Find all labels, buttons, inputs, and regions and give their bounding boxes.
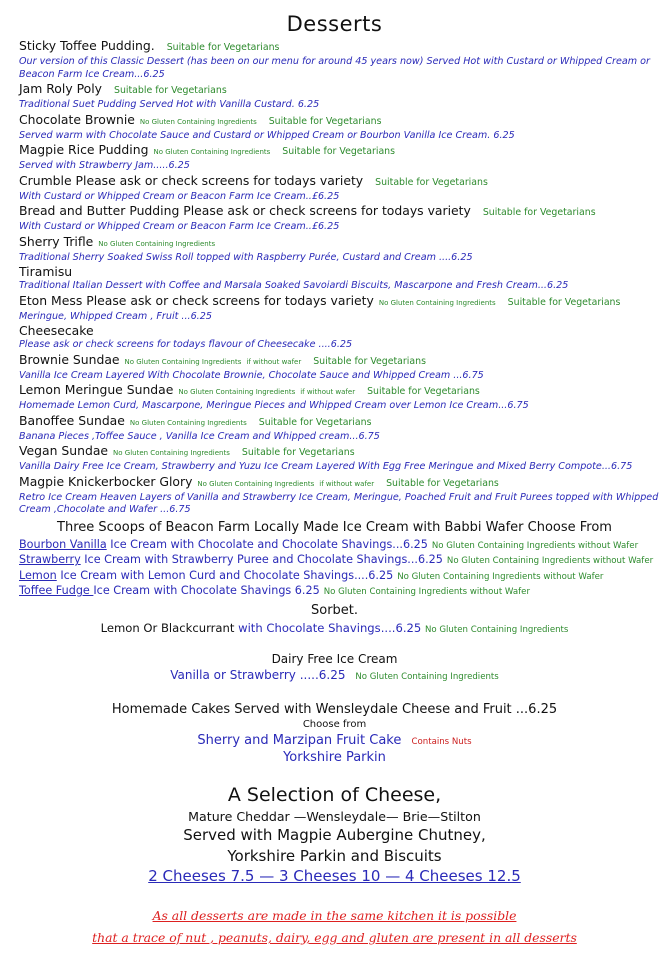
dessert-item bbox=[19, 203, 659, 234]
dairy-free-flavours: Vanilla or Strawberry .....6.25 bbox=[170, 668, 346, 682]
dessert-description: With Custard or Whipped Cream or Beacon Farm Ice Cream..£6.25 bbox=[19, 190, 340, 202]
dessert-description: Vanilla Dairy Free Ice Cream, Strawberry and Yuzu Ice Cream Layered With Egg Free Meringue and Mixed Berry Compote...6.75 bbox=[19, 461, 633, 472]
dessert-item bbox=[19, 81, 659, 112]
dessert-name-line bbox=[19, 264, 659, 280]
allergen-text-2: that a trace of nut , peanuts, dairy, egg and gluten are present in all desserts bbox=[92, 930, 577, 945]
dessert-description: Meringue, Whipped Cream , Fruit ...6.25 bbox=[19, 310, 212, 322]
vegetarian-tag: Suitable for Vegetarians bbox=[507, 296, 621, 308]
vegetarian-tag: Suitable for Vegetarians bbox=[386, 477, 499, 489]
dessert-description: Served with Strawberry Jam.....6.25 bbox=[19, 160, 190, 171]
sorbet-line bbox=[0, 621, 669, 635]
dessert-item bbox=[19, 293, 659, 324]
allergen-notice-line-2 bbox=[0, 927, 669, 946]
sorbet-title: Sorbet. bbox=[310, 603, 359, 618]
dessert-description: Served warm with Chocolate Sauce and Custard or Whipped Cream or Bourbon Vanilla Ice Cream. 6.25 bbox=[19, 129, 515, 141]
dessert-name: Jam Roly Poly bbox=[19, 81, 102, 96]
vegetarian-tag: Suitable for Vegetarians bbox=[367, 386, 480, 397]
vegetarian-tag: Suitable for Vegetarians bbox=[282, 146, 396, 157]
gluten-free-tag: No Gluten Containing Ingredients without Wafer bbox=[323, 586, 530, 597]
dessert-name-line bbox=[19, 173, 659, 191]
gluten-free-note: if without wafer bbox=[300, 388, 356, 396]
gluten-free-note: if without wafer bbox=[319, 479, 375, 488]
dessert-name: Brownie Sundae bbox=[19, 351, 120, 367]
gluten-free-note: if without wafer bbox=[246, 357, 302, 366]
dessert-description: Banana Pieces ,Toffee Sauce , Vanilla Ice Cream and Whipped cream...6.75 bbox=[19, 430, 380, 442]
menu-title: Desserts bbox=[286, 12, 383, 36]
dessert-name-line bbox=[19, 443, 659, 461]
dessert-name-line bbox=[19, 352, 659, 370]
cake-option-fruit-cake bbox=[0, 733, 669, 748]
ice-cream-row bbox=[19, 569, 659, 584]
gluten-free-tag: No Gluten Containing Ingredients bbox=[113, 449, 230, 457]
allergen-notice-line-1 bbox=[0, 905, 669, 924]
dessert-name: Cheesecake bbox=[19, 323, 94, 338]
dessert-name: Magpie Knickerbocker Glory bbox=[19, 473, 193, 489]
cakes-choose-from: Choose from bbox=[302, 719, 367, 730]
cheese-prices-text: 2 Cheeses 7.5 — 3 Cheeses 10 — 4 Cheeses 12.5 bbox=[148, 867, 521, 885]
cheese-served-line-2: Yorkshire Parkin and Biscuits bbox=[227, 847, 442, 865]
ice-cream-flavour: Lemon bbox=[19, 568, 57, 582]
dessert-item bbox=[19, 142, 659, 173]
dessert-description: With Custard or Whipped Cream or Beacon Farm Ice Cream..£6.25 bbox=[19, 221, 340, 232]
ice-cream-flavour: Bourbon Vanilla bbox=[19, 538, 107, 551]
dessert-name-line bbox=[19, 38, 659, 56]
cake-option-parkin: Yorkshire Parkin bbox=[283, 750, 386, 765]
dessert-name: Sticky Toffee Pudding. bbox=[19, 38, 155, 53]
dairy-free-title: Dairy Free Ice Cream bbox=[271, 652, 398, 666]
dessert-item bbox=[19, 173, 659, 204]
dessert-item bbox=[19, 474, 659, 517]
sorbet-flavours: Lemon Or Blackcurrant bbox=[100, 621, 235, 635]
dairy-free-gluten-tag: No Gluten Containing Ingredients bbox=[355, 672, 499, 682]
allergen-text-1: As all desserts are made in the same kitchen it is possible bbox=[152, 908, 517, 923]
dairy-free-line bbox=[0, 668, 669, 682]
cheese-title: A Selection of Cheese, bbox=[227, 784, 442, 806]
ice-cream-list bbox=[19, 538, 659, 599]
dessert-name-line bbox=[19, 474, 659, 492]
gluten-free-tag: No Gluten Containing Ingredients bbox=[178, 388, 296, 396]
dessert-description: Traditional Suet Pudding Served Hot with Vanilla Custard. 6.25 bbox=[19, 99, 320, 110]
dessert-item bbox=[19, 352, 659, 383]
dessert-name-line bbox=[19, 413, 659, 431]
dessert-name: Banoffee Sundae bbox=[19, 412, 125, 428]
dessert-item bbox=[19, 112, 659, 143]
sorbet-with: with Chocolate Shavings....6.25 bbox=[238, 621, 422, 635]
cheese-varieties: Mature Cheddar —Wensleydale— Brie—Stilton bbox=[188, 809, 481, 824]
ice-cream-flavour: Strawberry bbox=[19, 553, 81, 567]
gluten-free-tag: No Gluten Containing Ingredients bbox=[378, 298, 496, 307]
ice-cream-description: Ice Cream with Lemon Curd and Chocolate Shavings....6.25 bbox=[56, 568, 394, 582]
dessert-name-line bbox=[19, 234, 659, 252]
cheese-served-line-1: Served with Magpie Aubergine Chutney, bbox=[183, 826, 486, 844]
ice-cream-heading: Three Scoops of Beacon Farm Locally Made Ice Cream with Babbi Wafer Choose From bbox=[57, 520, 612, 535]
gluten-free-tag: No Gluten Containing Ingredients bbox=[129, 418, 247, 427]
gluten-free-tag: No Gluten Containing Ingredients bbox=[98, 239, 216, 248]
dessert-name: Tiramisu bbox=[19, 264, 73, 279]
vegetarian-tag: Suitable for Vegetarians bbox=[241, 447, 355, 458]
contains-nuts-tag: Contains Nuts bbox=[411, 737, 472, 747]
vegetarian-tag: Suitable for Vegetarians bbox=[114, 85, 227, 96]
dessert-description: Retro Ice Cream Heaven Layers of Vanilla and Strawberry Ice Cream, Meringue, Poached Fruit and Fruit Purees topped with Whipped Cream ,Chocolate and Wafer ...6.75 bbox=[19, 491, 659, 515]
dessert-name-line bbox=[19, 112, 659, 130]
gluten-free-tag: No Gluten Containing Ingredients without Wafer bbox=[397, 571, 604, 582]
cakes-title: Homemade Cakes Served with Wensleydale Cheese and Fruit ...6.25 bbox=[111, 702, 558, 717]
ice-cream-description: Ice Cream with Strawberry Puree and Chocolate Shavings...6.25 bbox=[80, 553, 443, 567]
dessert-item bbox=[19, 323, 659, 352]
vegetarian-tag: Suitable for Vegetarians bbox=[268, 115, 382, 127]
ice-cream-row bbox=[19, 553, 659, 568]
dessert-name-line bbox=[19, 203, 659, 221]
dessert-name: Bread and Butter Pudding Please ask or check screens for todays variety bbox=[19, 203, 471, 218]
dessert-description: Traditional Italian Dessert with Coffee and Marsala Soaked Savoiardi Biscuits, Mascarpone and Fresh Cream...6.25 bbox=[19, 280, 569, 291]
dessert-name: Magpie Rice Pudding bbox=[19, 142, 149, 157]
dessert-name: Crumble Please ask or check screens for todays variety bbox=[19, 172, 364, 188]
dessert-name: Eton Mess Please ask or check screens for todays variety bbox=[19, 292, 374, 308]
dessert-description: Our version of this Classic Dessert (has been on our menu for around 45 years now) Served Hot with Custard or Whipped Cream or Beacon Farm Ice Cream...6.25 bbox=[19, 56, 650, 80]
dessert-item bbox=[19, 443, 659, 474]
dessert-name-line bbox=[19, 382, 659, 400]
ice-cream-flavour: Toffee Fudge bbox=[19, 583, 94, 597]
ice-cream-row bbox=[19, 584, 659, 599]
dessert-description: Traditional Sherry Soaked Swiss Roll topped with Raspberry Purée, Custard and Cream ....6.25 bbox=[19, 251, 473, 263]
vegetarian-tag: Suitable for Vegetarians bbox=[375, 176, 488, 188]
dessert-description: Homemade Lemon Curd, Mascarpone, Meringue Pieces and Whipped Cream over Lemon Ice Cream...6.75 bbox=[19, 400, 529, 411]
vegetarian-tag: Suitable for Vegetarians bbox=[166, 42, 280, 53]
dessert-name: Lemon Meringue Sundae bbox=[19, 382, 174, 397]
vegetarian-tag: Suitable for Vegetarians bbox=[482, 207, 596, 218]
dessert-name-line bbox=[19, 293, 659, 311]
dessert-item bbox=[19, 382, 659, 413]
dessert-item bbox=[19, 234, 659, 265]
dessert-name: Chocolate Brownie bbox=[19, 111, 135, 127]
gluten-free-tag: No Gluten Containing Ingredients bbox=[139, 117, 257, 126]
dessert-name: Sherry Trifle bbox=[19, 233, 94, 249]
gluten-free-tag: No Gluten Containing Ingredients bbox=[153, 148, 271, 156]
ice-cream-description: Ice Cream with Chocolate Shavings 6.25 bbox=[93, 583, 320, 597]
gluten-free-tag: No Gluten Containing Ingredients bbox=[197, 479, 315, 488]
ice-cream-row bbox=[19, 538, 659, 553]
dessert-description: Vanilla Ice Cream Layered With Chocolate Brownie, Chocolate Sauce and Whipped Cream ...6.75 bbox=[19, 369, 484, 381]
dessert-description: Please ask or check screens for todays flavour of Cheesecake ....6.25 bbox=[19, 339, 353, 350]
sorbet-gluten-tag: No Gluten Containing Ingredients bbox=[424, 625, 569, 635]
dessert-name-line bbox=[19, 323, 659, 339]
dessert-item bbox=[19, 413, 659, 444]
dessert-item bbox=[19, 38, 659, 81]
cake-option-1-label: Sherry and Marzipan Fruit Cake bbox=[197, 733, 402, 748]
vegetarian-tag: Suitable for Vegetarians bbox=[313, 355, 426, 367]
gluten-free-tag: No Gluten Containing Ingredients without Wafer bbox=[446, 556, 654, 567]
cheese-prices bbox=[0, 867, 669, 885]
dessert-name-line bbox=[19, 142, 659, 160]
vegetarian-tag: Suitable for Vegetarians bbox=[258, 416, 372, 428]
gluten-free-tag: No Gluten Containing Ingredients without Wafer bbox=[431, 541, 639, 551]
ice-cream-description: Ice Cream with Chocolate and Chocolate Shavings...6.25 bbox=[106, 538, 428, 551]
dessert-list bbox=[19, 38, 659, 517]
dessert-name: Vegan Sundae bbox=[19, 443, 109, 458]
dessert-name-line bbox=[19, 81, 659, 99]
gluten-free-tag: No Gluten Containing Ingredients bbox=[124, 357, 242, 366]
dessert-item bbox=[19, 264, 659, 293]
